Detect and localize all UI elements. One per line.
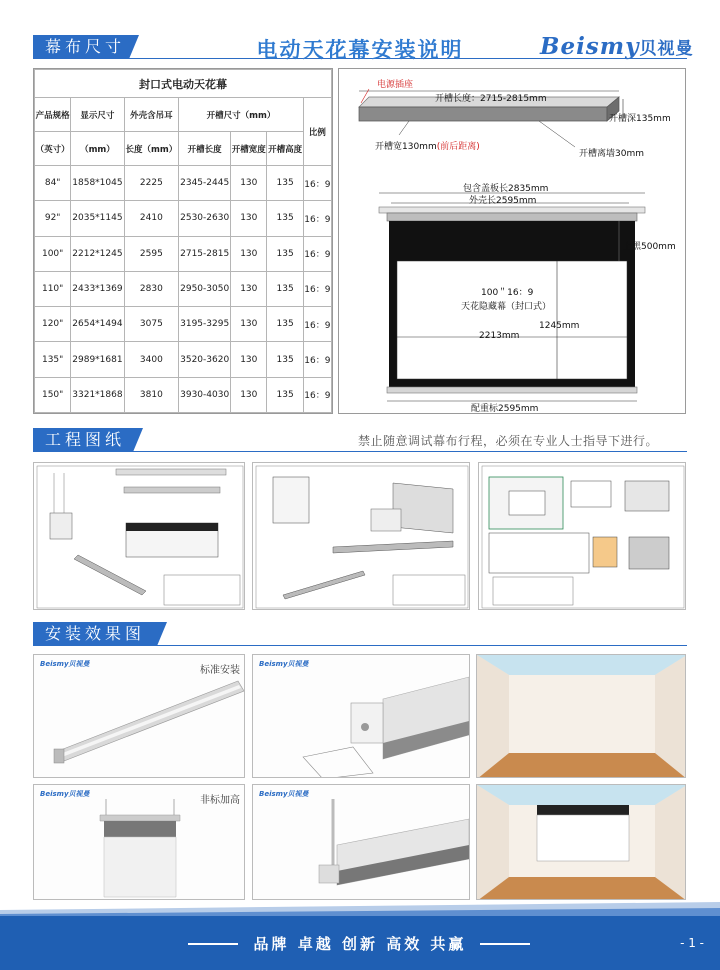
th-display-unit: （mm） [71, 132, 124, 166]
th-display: 显示尺寸 [71, 98, 124, 132]
cell: 100" [35, 236, 71, 271]
table-row [35, 342, 332, 377]
label-screen-spec: 100＂16：9 [481, 288, 534, 298]
drawing-detail-box [629, 537, 669, 569]
housing-front-face [359, 107, 607, 121]
cell: 16：9 [303, 271, 331, 306]
label-cover-length: 包含盖板长2835mm [463, 184, 549, 194]
cell: 2225 [124, 166, 179, 201]
drawing-bracket-view [273, 477, 309, 523]
drawing-detail-highlight [593, 537, 617, 567]
bracket-box [351, 703, 383, 743]
cell: 135 [267, 342, 303, 377]
table-row [35, 201, 332, 236]
drawing-1-graphic [34, 463, 245, 610]
cell: 135 [267, 307, 303, 342]
section-divider [33, 645, 687, 646]
cell: 1858*1045 [71, 166, 124, 201]
mounting-grid [303, 747, 373, 778]
slot-width-value: 开槽宽130mm [375, 142, 437, 152]
cell: 2345-2445 [179, 166, 231, 201]
caption-standard: 标准安装 [200, 665, 240, 676]
cell: 2654*1494 [71, 307, 124, 342]
brand-latin: Beismy [540, 33, 640, 60]
table-row [35, 236, 332, 271]
drawing-screen-black [126, 523, 218, 531]
th-shell: 外壳含吊耳 [124, 98, 179, 132]
label-weight-bar: 配重标2595mm [471, 404, 539, 414]
label-slot-wall: 开槽离墙30mm [579, 149, 644, 159]
page-number: - 1 - [680, 936, 704, 950]
cell: 3520-3620 [179, 342, 231, 377]
table-row [35, 166, 332, 201]
section-tab-drawings: 工程图纸 [33, 428, 133, 452]
cell: 130 [231, 236, 267, 271]
drawing-detail-wall [489, 533, 589, 573]
label-screen-width: 2213mm [479, 331, 520, 341]
cell: 135 [267, 271, 303, 306]
footer-stripes [0, 900, 720, 916]
cell: 130 [231, 377, 267, 412]
drawing-title-block [393, 575, 465, 605]
screen-surface [104, 837, 176, 897]
th-model-unit: （英寸） [35, 132, 71, 166]
th-ratio: 比例 [303, 98, 331, 166]
drawing-tube [333, 541, 453, 553]
th-model: 产品规格 [35, 98, 71, 132]
drawing-screen-section [509, 491, 545, 515]
label-slot-width [375, 139, 480, 152]
drawing-title-block [164, 575, 240, 605]
render-room-open [476, 784, 686, 900]
cell: 2830 [124, 271, 179, 306]
screen-housing [100, 815, 180, 821]
bracket-knob [361, 723, 369, 731]
cell: 2715-2815 [179, 236, 231, 271]
cell: 130 [231, 166, 267, 201]
room-render-open [477, 785, 686, 900]
brand-logo [540, 33, 693, 60]
room-floor [477, 753, 686, 778]
label-power-socket: 电源插座 [377, 80, 414, 90]
cell: 135 [267, 236, 303, 271]
leader-width [399, 121, 409, 135]
th-shell-unit: 长度（mm） [124, 132, 179, 166]
extended-render [34, 785, 245, 900]
drawing-thumb-3 [478, 462, 686, 610]
label-slot-depth: 开槽深135mm [609, 114, 671, 124]
drawing-thumb-2 [252, 462, 470, 610]
room-ceiling [477, 655, 686, 675]
section-divider [33, 451, 687, 452]
drawing-thumb-1 [33, 462, 245, 610]
drawing-tube [74, 555, 146, 595]
brand-cn: 贝视曼 [639, 39, 694, 59]
cell: 135 [267, 201, 303, 236]
photo-logo: Beismy贝视曼 [259, 660, 309, 668]
cell: 16：9 [303, 201, 331, 236]
cell: 2950-3050 [179, 271, 231, 306]
render-extended-detail [252, 784, 470, 900]
cell: 130 [231, 271, 267, 306]
spec-table [34, 69, 332, 413]
label-screen-type: 天花隐藏幕（封口式） [461, 302, 552, 312]
cell: 3400 [124, 342, 179, 377]
section-tab-screen-size: 幕布尺寸 [33, 35, 129, 59]
cell: 2595 [124, 236, 179, 271]
screen-housing [387, 213, 637, 221]
extended-detail-render [253, 785, 470, 900]
render-extended-screen [33, 784, 245, 900]
cell: 130 [231, 307, 267, 342]
cell: 3195-3295 [179, 307, 231, 342]
cell: 84" [35, 166, 71, 201]
cell: 92" [35, 201, 71, 236]
th-slot-length: 开槽长度 [179, 132, 231, 166]
drawing-3d-box [625, 481, 669, 511]
cell: 16：9 [303, 342, 331, 377]
cell: 2989*1681 [71, 342, 124, 377]
render-bracket-detail [252, 654, 470, 778]
weight-bar [387, 387, 637, 393]
drawing-2-graphic [253, 463, 470, 610]
cell: 120" [35, 307, 71, 342]
screen-black [104, 821, 176, 837]
cell: 2212*1245 [71, 236, 124, 271]
table-caption: 封口式电动天花幕 [35, 70, 332, 98]
photo-logo: Beismy贝视曼 [259, 790, 309, 798]
table-row [35, 307, 332, 342]
footer-bar [0, 916, 720, 970]
label-screen-height: 1245mm [539, 321, 580, 331]
caption-extended: 非标加高 [200, 795, 240, 806]
th-slot-width: 开槽宽度 [231, 132, 267, 166]
room-floor [477, 877, 686, 900]
cell: 3321*1868 [71, 377, 124, 412]
cell: 2433*1369 [71, 271, 124, 306]
photo-logo: Beismy贝视曼 [40, 660, 90, 668]
cell: 3930-4030 [179, 377, 231, 412]
leader-wall [539, 121, 575, 147]
screen-viewing-area [397, 261, 627, 379]
drawing-title-block [493, 577, 573, 605]
th-slot: 开槽尺寸（mm） [179, 98, 304, 132]
th-slot-height: 开槽高度 [267, 132, 303, 166]
warning-text: 禁止随意调试幕布行程，必须在专业人士指导下进行。 [358, 434, 659, 448]
table-row [35, 271, 332, 306]
cell: 135 [267, 377, 303, 412]
footer-slogan: 品牌 卓越 创新 高效 共赢 [253, 935, 467, 953]
bracket-render [253, 655, 470, 778]
spec-table-box [33, 68, 333, 414]
cell: 16：9 [303, 377, 331, 412]
tube-end-cap [54, 749, 64, 763]
cell: 130 [231, 342, 267, 377]
label-shell-length: 外壳长2595mm [469, 196, 537, 206]
render-standard-tube [33, 654, 245, 778]
room-back-wall [509, 675, 655, 753]
cell: 150" [35, 377, 71, 412]
drawing-housing [116, 469, 226, 475]
ceiling-cover-plate [379, 207, 645, 213]
drawing-tube [283, 571, 365, 599]
end-bracket [319, 865, 339, 883]
photo-logo: Beismy贝视曼 [40, 790, 90, 798]
cell: 3075 [124, 307, 179, 342]
cell: 2410 [124, 201, 179, 236]
tube-render [34, 655, 245, 778]
drawing-end-cap [50, 513, 72, 539]
cell: 130 [231, 201, 267, 236]
drawing-3-graphic [479, 463, 686, 610]
cell: 135" [35, 342, 71, 377]
label-slot-length: 开槽长度：2715-2815mm [435, 94, 547, 104]
dimension-diagram-panel [338, 68, 686, 414]
drawing-housing-3d [393, 483, 453, 533]
render-room-closed [476, 654, 686, 778]
cell: 3810 [124, 377, 179, 412]
cell: 135 [267, 166, 303, 201]
projection-screen [537, 815, 629, 861]
drawing-mesh [371, 509, 401, 531]
table-row [35, 377, 332, 412]
section-tab-effects: 安装效果图 [33, 622, 157, 646]
slot-width-note: (前后距离) [436, 142, 480, 152]
cell: 110" [35, 271, 71, 306]
drawing-screen-top [124, 487, 220, 493]
cell: 16：9 [303, 166, 331, 201]
label-top-black: 上黑500mm [623, 242, 676, 252]
cell: 2035*1145 [71, 201, 124, 236]
room-render-closed [477, 655, 686, 778]
cell: 16：9 [303, 236, 331, 271]
cell: 16：9 [303, 307, 331, 342]
projection-screen-black [537, 805, 629, 815]
footer-dash-right [480, 943, 530, 945]
page-title: 电动天花幕安装说明 [256, 38, 464, 62]
tube-highlight [60, 685, 241, 757]
cell: 2530-2630 [179, 201, 231, 236]
drawing-elevation [571, 481, 611, 507]
room-ceiling [477, 785, 686, 805]
